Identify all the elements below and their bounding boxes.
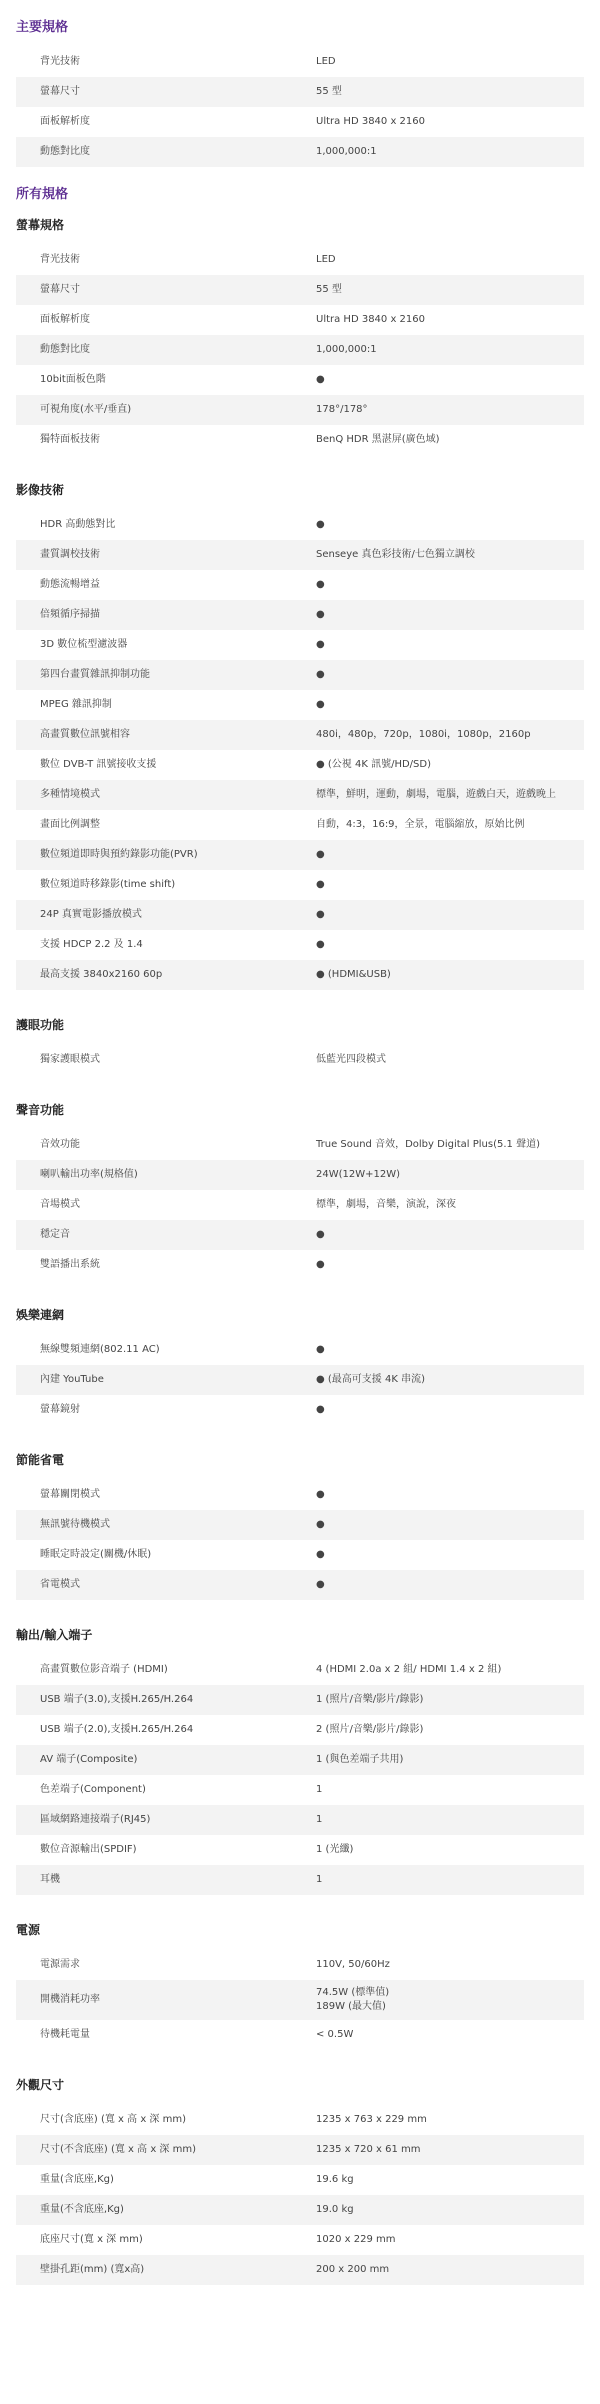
spec-row xyxy=(16,2195,584,2225)
spec-label: 高畫質數位訊號相容 xyxy=(40,729,130,740)
spec-label: 24P 真實電影播放模式 xyxy=(40,909,142,920)
spec-row xyxy=(16,1745,584,1775)
spec-section xyxy=(0,998,600,1075)
spec-row xyxy=(16,690,584,720)
spec-value: 4 (HDMI 2.0a x 2 組/ HDMI 1.4 x 2 組) xyxy=(316,1664,502,1675)
section-table xyxy=(16,1480,584,1600)
spec-value: ● xyxy=(316,939,325,950)
spec-row xyxy=(16,1980,584,2020)
spec-row xyxy=(16,660,584,690)
spec-row xyxy=(16,1190,584,1220)
spec-row xyxy=(16,570,584,600)
spec-section xyxy=(0,1608,600,1895)
spec-value: ● xyxy=(316,1404,325,1415)
section-title: 娛樂連網 xyxy=(16,1308,65,1322)
spec-label: 螢幕鏡射 xyxy=(40,1404,80,1415)
spec-value: 178°/178° xyxy=(316,404,368,415)
spec-row xyxy=(16,1540,584,1570)
spec-value-line: 74.5W (標準值) xyxy=(316,1987,390,1998)
spec-value: ● xyxy=(316,1229,325,1240)
spec-value: < 0.5W xyxy=(316,2029,354,2040)
spec-label: 喇叭輸出功率(規格值) xyxy=(40,1169,138,1180)
spec-row xyxy=(16,1220,584,1250)
spec-value: Senseye 真色彩技術/七色獨立調校 xyxy=(316,549,475,560)
spec-row xyxy=(16,840,584,870)
spec-row xyxy=(16,630,584,660)
spec-row xyxy=(16,1865,584,1895)
spec-value: 1 xyxy=(316,1784,323,1795)
spec-label: 壁掛孔距(mm) (寬x高) xyxy=(40,2264,145,2275)
spec-value: 110V, 50/60Hz xyxy=(316,1959,390,1970)
spec-row xyxy=(16,1160,584,1190)
spec-row xyxy=(16,335,584,365)
spec-label: AV 端子(Composite) xyxy=(40,1754,138,1765)
spec-value: ● xyxy=(316,1259,325,1270)
spec-label: 面板解析度 xyxy=(40,116,90,127)
spec-label: 數位頻道時移錄影(time shift) xyxy=(40,879,176,890)
section-title: 護眼功能 xyxy=(16,1018,65,1032)
spec-value: 19.6 kg xyxy=(316,2174,354,2185)
spec-label: 動態對比度 xyxy=(40,344,90,355)
spec-row xyxy=(16,1480,584,1510)
spec-label: 動態對比度 xyxy=(40,146,90,157)
spec-label: MPEG 雜訊抑制 xyxy=(40,699,112,710)
spec-row xyxy=(16,810,584,840)
spec-row xyxy=(16,425,584,455)
spec-row xyxy=(16,245,584,275)
section-table xyxy=(16,1655,584,1895)
spec-row xyxy=(16,930,584,960)
spec-label: 數位 DVB-T 訊號接收支援 xyxy=(40,759,157,770)
spec-row xyxy=(16,960,584,990)
spec-row xyxy=(16,720,584,750)
section-title: 輸出/輸入端子 xyxy=(16,1628,93,1642)
spec-value: ● xyxy=(316,1549,325,1560)
spec-label: 電源需求 xyxy=(40,1959,80,1970)
section-title: 影像技術 xyxy=(16,483,65,497)
spec-row xyxy=(16,1655,584,1685)
spec-label: 無線雙頻連網(802.11 AC) xyxy=(40,1344,160,1355)
spec-row xyxy=(16,1335,584,1365)
spec-label: 獨家護眼模式 xyxy=(40,1054,100,1065)
spec-label: 背光技術 xyxy=(40,56,80,67)
spec-row xyxy=(16,2255,584,2285)
section-title: 外觀尺寸 xyxy=(16,2078,65,2092)
spec-value: 55 型 xyxy=(316,86,342,97)
spec-value: 1 xyxy=(316,1814,323,1825)
spec-label: 待機耗電量 xyxy=(40,2029,90,2040)
spec-label: 畫質調校技術 xyxy=(40,549,100,560)
spec-value: ● (公視 4K 訊號/HD/SD) xyxy=(316,759,431,770)
spec-row xyxy=(16,2135,584,2165)
spec-label: 螢幕尺寸 xyxy=(40,86,80,97)
spec-label: 重量(不含底座,Kg) xyxy=(40,2204,124,2215)
spec-label: 面板解析度 xyxy=(40,314,90,325)
spec-value: LED xyxy=(316,56,336,67)
spec-section xyxy=(0,1288,600,1425)
spec-value: 480i，480p，720p，1080i，1080p，2160p xyxy=(316,729,531,740)
spec-row xyxy=(16,77,584,107)
spec-label: 重量(含底座,Kg) xyxy=(40,2174,114,2185)
spec-row xyxy=(16,1685,584,1715)
spec-label: 第四台畫質雜訊抑制功能 xyxy=(40,669,150,680)
section-title: 聲音功能 xyxy=(16,1103,65,1117)
spec-value: 標準，劇場，音樂，演說，深夜 xyxy=(316,1199,456,1210)
section-table xyxy=(16,1045,584,1075)
spec-value: ● (HDMI&USB) xyxy=(316,969,391,980)
spec-value: 1,000,000:1 xyxy=(316,344,377,355)
spec-row xyxy=(16,1130,584,1160)
section-title: 節能省電 xyxy=(16,1453,65,1467)
spec-label: 數位音源輸出(SPDIF) xyxy=(40,1844,137,1855)
spec-sections xyxy=(0,208,600,2285)
spec-row xyxy=(16,1805,584,1835)
spec-row xyxy=(16,275,584,305)
section-table xyxy=(16,1130,584,1280)
spec-value: 19.0 kg xyxy=(316,2204,354,2215)
spec-row xyxy=(16,1250,584,1280)
spec-label: 底座尺寸(寬 x 深 mm) xyxy=(40,2234,143,2245)
spec-label: 數位頻道即時與預約錄影功能(PVR) xyxy=(40,849,198,860)
spec-value: 200 x 200 mm xyxy=(316,2264,390,2275)
spec-value: 1235 x 720 x 61 mm xyxy=(316,2144,421,2155)
spec-label: 可視角度(水平/垂直) xyxy=(40,404,132,415)
section-table xyxy=(16,2105,584,2285)
spec-label: 省電模式 xyxy=(40,1579,80,1590)
section-table xyxy=(16,510,584,990)
spec-value: ● xyxy=(316,669,325,680)
spec-row xyxy=(16,1715,584,1745)
spec-label: 螢幕關閉模式 xyxy=(40,1489,100,1500)
spec-row xyxy=(16,1365,584,1395)
spec-value: ● xyxy=(316,374,325,385)
spec-value: 55 型 xyxy=(316,284,342,295)
spec-value: 2 (照片/音樂/影片/錄影) xyxy=(316,1724,424,1735)
spec-section xyxy=(0,1903,600,2050)
spec-row xyxy=(16,2165,584,2195)
spec-row xyxy=(16,510,584,540)
spec-label: HDR 高動態對比 xyxy=(40,519,116,530)
spec-label: 支援 HDCP 2.2 及 1.4 xyxy=(40,939,143,950)
spec-value: 24W(12W+12W) xyxy=(316,1169,401,1180)
spec-value: ● xyxy=(316,849,325,860)
spec-row xyxy=(16,600,584,630)
section-title: 電源 xyxy=(16,1923,41,1937)
spec-value: LED xyxy=(316,254,336,265)
spec-row xyxy=(16,2105,584,2135)
spec-label: 螢幕尺寸 xyxy=(40,284,80,295)
spec-value: 低藍光四段模式 xyxy=(316,1054,386,1065)
spec-row xyxy=(16,1775,584,1805)
spec-label: 開機消耗功率 xyxy=(40,1994,100,2005)
spec-value: ● xyxy=(316,579,325,590)
spec-value: BenQ HDR 黑湛屏(廣色域) xyxy=(316,434,440,445)
spec-section xyxy=(0,1083,600,1280)
spec-label: 背光技術 xyxy=(40,254,80,265)
spec-row xyxy=(16,395,584,425)
spec-value: Ultra HD 3840 x 2160 xyxy=(316,314,426,325)
spec-row xyxy=(16,365,584,395)
spec-label: 內建 YouTube xyxy=(40,1374,104,1385)
spec-value: ● xyxy=(316,609,325,620)
spec-value: ● xyxy=(316,1489,325,1500)
spec-value: ● xyxy=(316,699,325,710)
main-specs-table xyxy=(16,47,584,167)
spec-label: 10bit面板色階 xyxy=(40,374,106,385)
spec-label: 倍頻循序掃描 xyxy=(40,609,100,620)
spec-section xyxy=(0,2058,600,2285)
spec-value: 1 (與色差端子共用) xyxy=(316,1754,404,1765)
spec-label: 無訊號待機模式 xyxy=(40,1519,110,1530)
section-table xyxy=(16,245,584,455)
spec-label: 多種情境模式 xyxy=(40,789,100,800)
spec-label: 動態流暢增益 xyxy=(40,579,100,590)
spec-value: 1 xyxy=(316,1874,323,1885)
spec-label: 區域網路連接端子(RJ45) xyxy=(40,1814,151,1825)
section-title: 螢幕規格 xyxy=(16,218,65,232)
spec-label: 3D 數位梳型濾波器 xyxy=(40,639,128,650)
spec-row xyxy=(16,2020,584,2050)
spec-value: Ultra HD 3840 x 2160 xyxy=(316,116,426,127)
spec-label: 穩定音 xyxy=(40,1229,70,1240)
spec-value-line: 189W (最大值) xyxy=(316,2001,386,2012)
spec-row xyxy=(16,780,584,810)
spec-section xyxy=(0,1433,600,1600)
spec-row xyxy=(16,1570,584,1600)
spec-value: ● xyxy=(316,1344,325,1355)
spec-label: 畫面比例調整 xyxy=(40,819,100,830)
spec-label: 音效功能 xyxy=(40,1139,80,1150)
spec-label: 最高支援 3840x2160 60p xyxy=(40,969,163,980)
spec-value: True Sound 音效，Dolby Digital Plus(5.1 聲道) xyxy=(316,1139,540,1150)
spec-value: ● xyxy=(316,909,325,920)
spec-label: 雙語播出系統 xyxy=(40,1259,100,1270)
spec-section xyxy=(0,463,600,990)
spec-value: 自動，4:3，16:9，全景，電腦縮放，原始比例 xyxy=(316,819,525,830)
spec-row xyxy=(16,750,584,780)
spec-value xyxy=(310,1980,584,2020)
spec-label: USB 端子(2.0),支援H.265/H.264 xyxy=(40,1724,194,1735)
spec-value: 1 (光纖) xyxy=(316,1844,354,1855)
spec-value: 1 (照片/音樂/影片/錄影) xyxy=(316,1694,424,1705)
spec-label: 睡眠定時設定(關機/休眠) xyxy=(40,1549,152,1560)
spec-label: 尺寸(不含底座) (寬 x 高 x 深 mm) xyxy=(40,2144,196,2155)
spec-row xyxy=(16,137,584,167)
spec-row xyxy=(16,540,584,570)
spec-value: ● xyxy=(316,879,325,890)
spec-row xyxy=(16,1045,584,1075)
spec-value: ● xyxy=(316,639,325,650)
section-table xyxy=(16,1950,584,2050)
spec-row xyxy=(16,1395,584,1425)
spec-label: 獨特面板技術 xyxy=(40,434,100,445)
spec-value: 標準，鮮明，運動，劇場，電腦，遊戲白天，遊戲晚上 xyxy=(316,789,556,800)
spec-row xyxy=(16,305,584,335)
spec-row xyxy=(16,107,584,137)
main-specs-title: 主要規格 xyxy=(16,20,69,35)
spec-value: 1235 x 763 x 229 mm xyxy=(316,2114,427,2125)
spec-row xyxy=(16,900,584,930)
spec-value: 1,000,000:1 xyxy=(316,146,377,157)
section-table xyxy=(16,1335,584,1425)
spec-label: 音場模式 xyxy=(40,1199,80,1210)
spec-label: USB 端子(3.0),支援H.265/H.264 xyxy=(40,1694,194,1705)
spec-row xyxy=(16,1510,584,1540)
spec-section xyxy=(0,208,600,455)
spec-row xyxy=(16,2225,584,2255)
spec-value: ● xyxy=(316,1579,325,1590)
spec-label: 高畫質數位影音端子 (HDMI) xyxy=(40,1664,168,1675)
spec-value: ● xyxy=(316,1519,325,1530)
spec-row xyxy=(16,1950,584,1980)
spec-label: 耳機 xyxy=(40,1874,60,1885)
spec-row xyxy=(16,47,584,77)
spec-label: 尺寸(含底座) (寬 x 高 x 深 mm) xyxy=(40,2114,186,2125)
spec-row xyxy=(16,870,584,900)
spec-row xyxy=(16,1835,584,1865)
spec-label: 色差端子(Component) xyxy=(40,1784,146,1795)
spec-value: 1020 x 229 mm xyxy=(316,2234,396,2245)
all-specs-title: 所有規格 xyxy=(16,187,69,202)
spec-value: ● xyxy=(316,519,325,530)
spec-value: ● (最高可支援 4K 串流) xyxy=(316,1374,425,1385)
